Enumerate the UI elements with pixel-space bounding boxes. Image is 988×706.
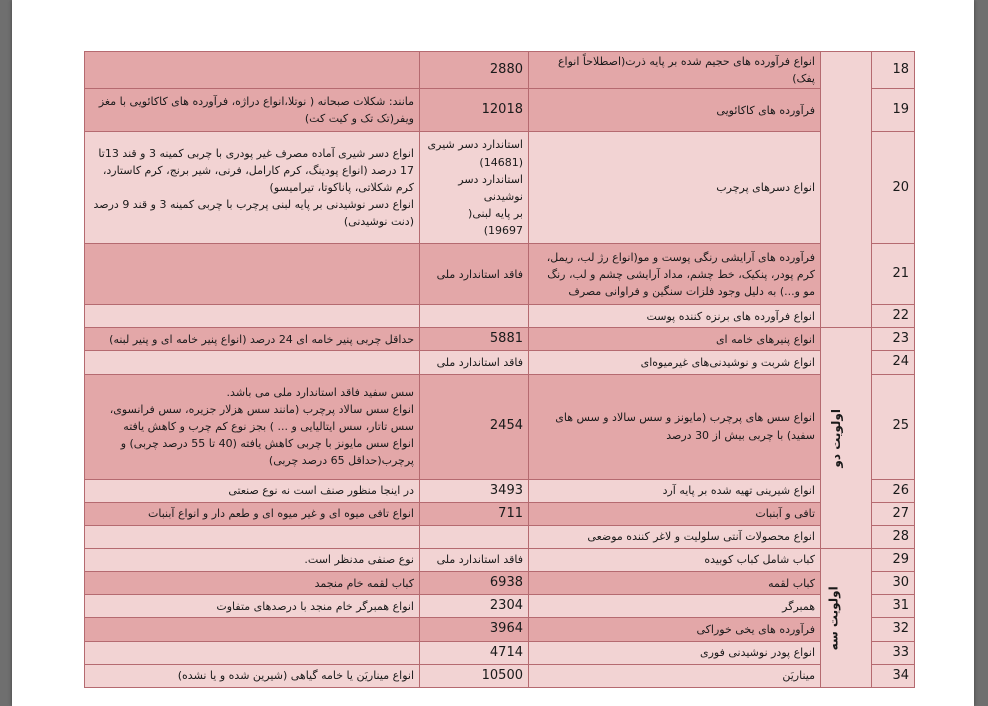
standard-value: 3964 — [420, 618, 529, 641]
table-row — [85, 595, 915, 618]
item-name: فرآورده های آرایشی رنگی پوست و مو(انواع رژ لب، ریمل، کرم پودر، پنکیک، خط چشم، مداد آرایشی چشم و لب، رنگ مو و...) به دلیل وجود فلزات سنگین و فراوانی مصرف — [529, 244, 821, 305]
standard-value: 10500 — [420, 664, 529, 687]
table-row — [85, 89, 915, 132]
row-number: 22 — [872, 305, 915, 328]
table-row — [85, 374, 915, 479]
item-note — [85, 244, 420, 305]
table-row — [85, 572, 915, 595]
row-number: 20 — [872, 132, 915, 244]
standard-value: 5881 — [420, 328, 529, 351]
standard-value: 2454 — [420, 374, 529, 479]
row-number: 21 — [872, 244, 915, 305]
table-row — [85, 525, 915, 548]
row-number: 29 — [872, 548, 915, 571]
row-number: 30 — [872, 572, 915, 595]
standard-value — [420, 132, 529, 244]
standard-value-line: استاندارد دسر نوشیدنی — [458, 172, 523, 203]
item-note — [85, 641, 420, 664]
item-note-line: انواع سس مایونز با چربی کاهش یافته (40 تا 55 درصد چربی) و پرچرب(حداقل 65 درصد چربی) — [120, 437, 414, 468]
standard-value: 4714 — [420, 641, 529, 664]
item-note: مانند: شکلات صبحانه ( نوتلا،انواع دراژه، فرآورده های کاکائویی با مغز ویفر(تک تک و کیت کت) — [85, 89, 420, 132]
item-note: در اینجا منظور صنف است نه نوع صنعتی — [85, 479, 420, 502]
item-note: کباب لقمه خام منجمد — [85, 572, 420, 595]
item-note — [85, 132, 420, 244]
table-row — [85, 548, 915, 571]
priority-label: اولویت سه — [826, 585, 841, 650]
item-note: انواع تافی میوه ای و غیر میوه ای و طعم دار و انواع آبنبات — [85, 502, 420, 525]
item-note: نوع صنفی مدنظر است. — [85, 548, 420, 571]
standard-value: 12018 — [420, 89, 529, 132]
row-number: 34 — [872, 664, 915, 687]
standard-value-line: 19697) — [483, 223, 523, 237]
item-name: فرآورده های کاکائویی — [529, 89, 821, 132]
table-row — [85, 328, 915, 351]
standard-value: 2880 — [420, 52, 529, 89]
item-name: انواع پنیرهای خامه ای — [529, 328, 821, 351]
item-note — [85, 351, 420, 374]
table-row — [85, 479, 915, 502]
row-number: 23 — [872, 328, 915, 351]
table-row — [85, 305, 915, 328]
item-name: انواع شربت و نوشیدنی‌های غیرمیوه‌ای — [529, 351, 821, 374]
item-name: کباب لقمه — [529, 572, 821, 595]
standard-value-line: استاندارد دسر شیری — [427, 138, 523, 152]
standard-value: 2304 — [420, 595, 529, 618]
item-note — [85, 305, 420, 328]
item-name: انواع فرآورده های حجیم شده بر پایه ذرت(اصطلاحاً انواع پفک) — [529, 52, 821, 89]
table-row — [85, 641, 915, 664]
item-name: میناریَن — [529, 664, 821, 687]
standard-value: فاقد استاندارد ملی — [420, 244, 529, 305]
item-name: انواع پودر نوشیدنی فوری — [529, 641, 821, 664]
standard-value: 6938 — [420, 572, 529, 595]
item-note-line: انواع سس سالاد پرچرب (مانند سس هزلار جزیره، سس فرانسوی، سس تاتار، سس ایتالیایی و ... ) بجز نوع کم چرب و کاهش یافته — [109, 402, 414, 433]
item-note: انواع همبرگر خام منجد با درصدهای متفاوت — [85, 595, 420, 618]
priority-group-empty — [821, 52, 872, 328]
item-note-line: انواع دسر شیری آماده مصرف غیر پودری با چربی کمینه 3 و قند 13تا 17 درصد (انواع پودینگ، کرم کارامل، فرنی، شیر برنج، کرم کاستارد، کرم شکلاتی، پاناکوتا، تیرامیسو) — [98, 146, 414, 195]
row-number: 18 — [872, 52, 915, 89]
standard-value-line: (14681) — [479, 155, 523, 169]
item-note — [85, 52, 420, 89]
standard-value — [420, 525, 529, 548]
item-name: انواع دسرهای پرچرب — [529, 132, 821, 244]
document-page — [12, 0, 974, 706]
item-name: همبرگر — [529, 595, 821, 618]
item-note — [85, 618, 420, 641]
row-number: 26 — [872, 479, 915, 502]
table-row — [85, 132, 915, 244]
row-number: 19 — [872, 89, 915, 132]
table-row — [85, 52, 915, 89]
item-name: انواع سس های پرچرب (مایونز و سس سالاد و سس های سفید) با چربی بیش از 30 درصد — [529, 374, 821, 479]
item-name: انواع شیرینی تهیه شده بر پایه آرد — [529, 479, 821, 502]
item-note — [85, 525, 420, 548]
table-row — [85, 664, 915, 687]
table-row — [85, 244, 915, 305]
priority-group-two — [821, 328, 872, 549]
item-name: فرآورده های یخی خوراکی — [529, 618, 821, 641]
table-row — [85, 502, 915, 525]
row-number: 27 — [872, 502, 915, 525]
item-note — [85, 374, 420, 479]
table-row — [85, 618, 915, 641]
row-number: 31 — [872, 595, 915, 618]
item-name: تافی و آبنبات — [529, 502, 821, 525]
item-note: حداقل چربی پنیر خامه ای 24 درصد (انواع پنیر خامه ای و پنیر لبنه) — [85, 328, 420, 351]
item-name: انواع فرآورده های برنزه کننده پوست — [529, 305, 821, 328]
standard-value: فاقد استاندارد ملی — [420, 351, 529, 374]
item-name: انواع محصولات آنتی سلولیت و لاغر کننده موضعی — [529, 525, 821, 548]
priority-table — [84, 51, 915, 688]
priority-group-three — [821, 548, 872, 687]
row-number: 25 — [872, 374, 915, 479]
standard-value: 3493 — [420, 479, 529, 502]
priority-label: اولویت دو — [829, 408, 844, 468]
row-number: 24 — [872, 351, 915, 374]
row-number: 28 — [872, 525, 915, 548]
standard-value — [420, 305, 529, 328]
item-note-line: سس سفید فاقد استاندارد ملی می باشد. — [226, 385, 414, 399]
standard-value: 711 — [420, 502, 529, 525]
item-note-line: انواع دسر نوشیدنی بر پایه لبنی پرچرب با چربی کمینه 3 و قند 9 درصد (دنت نوشیدنی) — [93, 198, 414, 229]
row-number: 32 — [872, 618, 915, 641]
standard-value: فاقد استاندارد ملی — [420, 548, 529, 571]
table-row — [85, 351, 915, 374]
row-number: 33 — [872, 641, 915, 664]
standard-value-line: بر پایه لبنی( — [468, 206, 523, 220]
item-note: انواع میناریَن یا خامه گیاهی (شیرین شده و یا نشده) — [85, 664, 420, 687]
item-name: کباب شامل کباب کوبیده — [529, 548, 821, 571]
